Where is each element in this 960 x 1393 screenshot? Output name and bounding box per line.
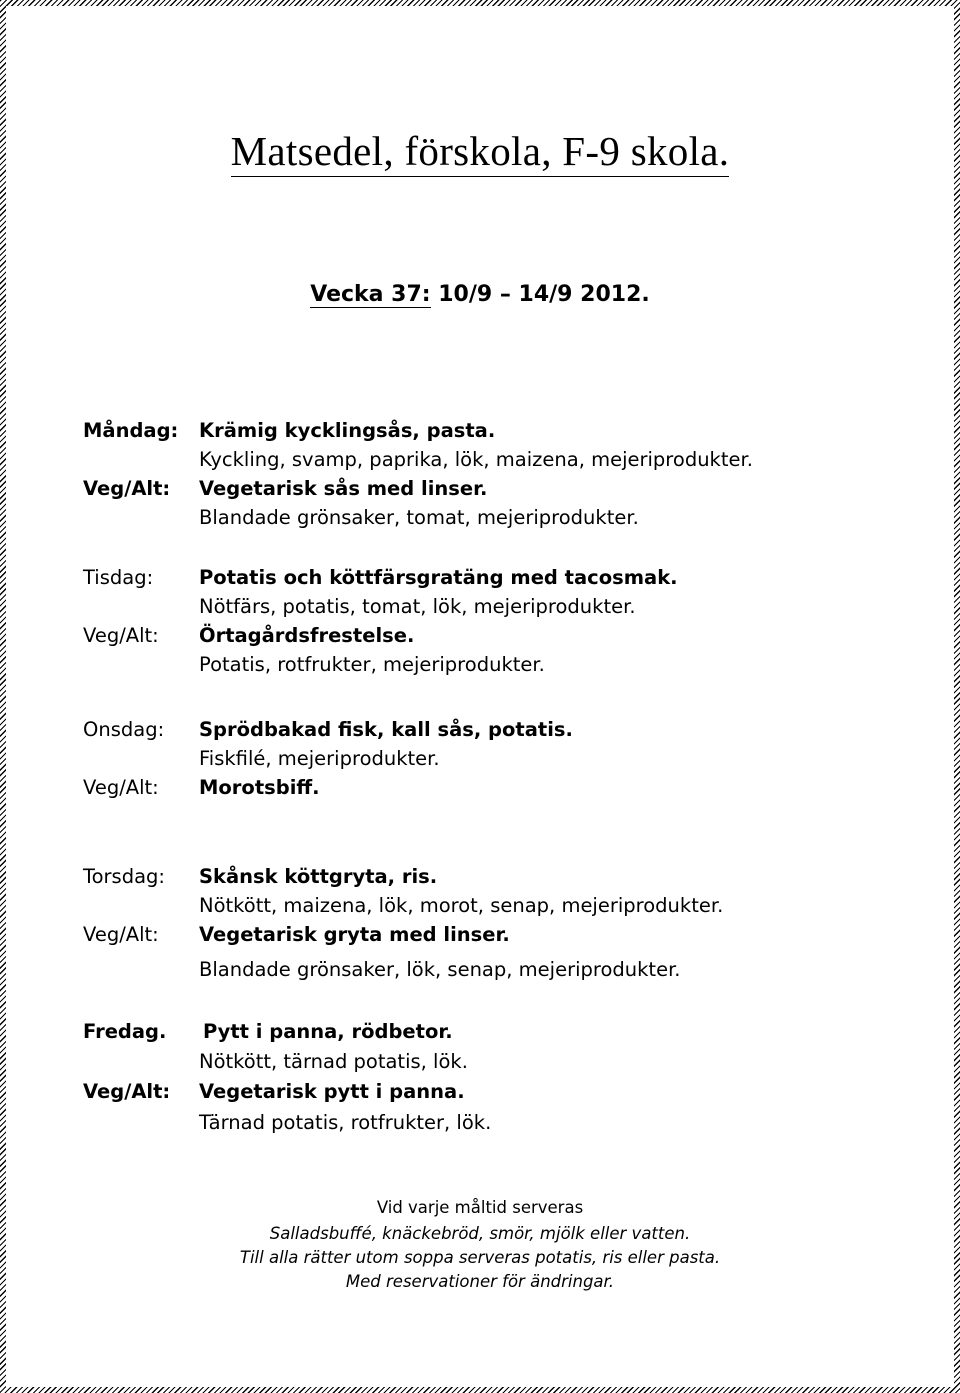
footer-line-1: Vid varje måltid serveras <box>376 1198 584 1217</box>
footer-line-4: Med reservationer för ändringar. <box>345 1272 615 1291</box>
day-label: Tisdag: <box>83 566 154 589</box>
veg-label: Veg/Alt: <box>83 776 159 799</box>
veg-label: Veg/Alt: <box>83 624 159 647</box>
week-range: 10/9 – 14/9 2012. <box>430 282 650 307</box>
veg-label: Veg/Alt: <box>83 1080 171 1103</box>
veg-dish: Örtagårdsfrestelse. <box>199 624 415 647</box>
dish-name: Sprödbakad fisk, kall sås, potatis. <box>199 718 573 741</box>
veg-label: Veg/Alt: <box>83 923 159 946</box>
ingredients: Kyckling, svamp, paprika, lök, maizena, mejeriprodukter. <box>199 448 753 471</box>
veg-ingredients: Blandade grönsaker, lök, senap, mejeriprodukter. <box>199 958 681 981</box>
day-label: Torsdag: <box>83 865 165 888</box>
ingredients: Fiskfilé, mejeriprodukter. <box>199 747 440 770</box>
ingredients: Nötkött, tärnad potatis, lök. <box>199 1050 468 1073</box>
day-label: Onsdag: <box>83 718 165 741</box>
veg-ingredients: Tärnad potatis, rotfrukter, lök. <box>199 1111 492 1134</box>
veg-ingredients: Potatis, rotfrukter, mejeriprodukter. <box>199 653 545 676</box>
ingredients: Nötkött, maizena, lök, morot, senap, mejeriprodukter. <box>199 894 724 917</box>
veg-label: Veg/Alt: <box>83 477 171 500</box>
ingredients: Nötfärs, potatis, tomat, lök, mejeriprodukter. <box>199 595 636 618</box>
veg-dish: Morotsbiff. <box>199 776 320 799</box>
veg-ingredients: Blandade grönsaker, tomat, mejeriprodukter. <box>199 506 639 529</box>
week-heading <box>0 282 960 307</box>
dish-name: Pytt i panna, rödbetor. <box>203 1020 453 1043</box>
dish-name: Potatis och köttfärsgratäng med tacosmak. <box>199 566 678 589</box>
footer-line-2: Salladsbuffé, knäckebröd, smör, mjölk eller vatten. <box>269 1224 691 1243</box>
page-title: Matsedel, förskola, F-9 skola. <box>0 127 960 175</box>
veg-dish: Vegetarisk pytt i panna. <box>199 1080 465 1103</box>
week-label: Vecka 37: <box>310 282 431 307</box>
footer-line-3: Till alla rätter utom soppa serveras potatis, ris eller pasta. <box>239 1248 721 1267</box>
dish-name: Krämig kycklingsås, pasta. <box>199 419 496 442</box>
day-label: Måndag: <box>83 419 179 442</box>
dish-name: Skånsk köttgryta, ris. <box>199 865 438 888</box>
day-label: Fredag. <box>83 1020 167 1043</box>
veg-dish: Vegetarisk sås med linser. <box>199 477 488 500</box>
veg-dish: Vegetarisk gryta med linser. <box>199 923 510 946</box>
